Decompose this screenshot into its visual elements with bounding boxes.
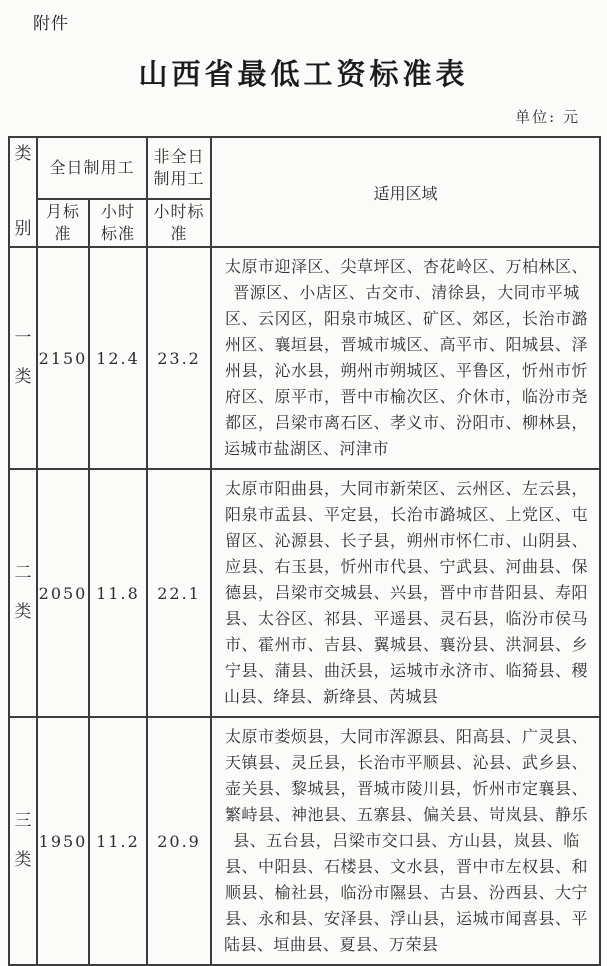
table-row-category-2 bbox=[9, 469, 600, 717]
part-time-hourly-value: 23.2 bbox=[147, 247, 211, 469]
regions-text: 太原市娄烦县，大同市浑源县、阳高县、广灵县、天镇县、灵丘县，长治市平顺县、沁县、武乡县、壶关县、黎城县，晋城市陵川县，忻州市定襄县、繁峙县、神池县、五寨县、偏关县、岢岚县、静乐县、五台县，吕梁市交口县、方山县，岚县、临县、中阳县、石楼县、文水县，晋中市左权县、和顺县、榆社县，临汾市隰县、古县、汾西县、大宁县、永和县、安泽县、浮山县，运城市闻喜县、平陆县、垣曲县、夏县、万荣县 bbox=[211, 717, 600, 965]
minimum-wage-table bbox=[8, 136, 601, 966]
part-time-hourly-value: 22.1 bbox=[147, 469, 211, 717]
regions-text: 太原市迎泽区、尖草坪区、杏花岭区、万柏林区、晋源区、小店区、古交市、清徐县，大同市平城区、云冈区，阳泉市城区、矿区、郊区，长治市潞州区、襄垣县，晋城市城区、高平市、阳城县、泽州县，沁水县，朔州市朔城区、平鲁区，忻州市忻府区、原平市，晋中市榆次区、介休市，临汾市尧都区，吕梁市离石区、孝义市、汾阳市、柳林县，运城市盐湖区、河津市 bbox=[211, 247, 600, 469]
monthly-standard-header: 月标准 bbox=[37, 199, 89, 247]
hourly-value: 11.2 bbox=[89, 717, 147, 965]
regions-text: 太原市阳曲县，大同市新荣区、云州区、左云县，阳泉市盂县、平定县，长治市潞城区、上党区、屯留区、沁源县、长子县，朔州市怀仁市、山阴县、应县、右玉县，忻州市代县、宁武县、河曲县、保德县，吕梁市交城县、兴县，晋中市昔阳县、寿阳县、太谷区、祁县、平遥县、灵石县，临汾市侯马市、霍州市、吉县、翼城县、襄汾县、洪洞县、乡宁县、蒲县、曲沃县，运城市永济市、临猗县、稷山县、绛县、新绛县、芮城县 bbox=[211, 469, 600, 717]
table-row-category-3 bbox=[9, 717, 600, 965]
unit-label: 单位: 元 bbox=[515, 108, 580, 126]
category-header-label: 类 别 bbox=[14, 144, 32, 239]
monthly-value: 2050 bbox=[37, 469, 89, 717]
monthly-value: 2150 bbox=[37, 247, 89, 469]
part-time-hourly-header: 小时标准 bbox=[147, 199, 211, 247]
region-header: 适用区域 bbox=[211, 137, 600, 247]
monthly-value: 1950 bbox=[37, 717, 89, 965]
part-time-header: 非全日制用工 bbox=[147, 137, 211, 199]
full-time-header: 全日制用工 bbox=[37, 137, 147, 199]
header-row-top bbox=[9, 137, 600, 199]
hourly-value: 11.8 bbox=[89, 469, 147, 717]
page-title: 山西省最低工资标准表 bbox=[138, 57, 469, 91]
attachment-label: 附件 bbox=[33, 14, 69, 34]
category-label: 二 类 bbox=[14, 563, 32, 622]
hourly-standard-header: 小时标准 bbox=[89, 199, 147, 247]
category-label: 一 类 bbox=[14, 328, 32, 387]
category-header-cell bbox=[9, 137, 37, 247]
category-cell bbox=[9, 247, 37, 469]
category-cell bbox=[9, 717, 37, 965]
category-cell bbox=[9, 469, 37, 717]
part-time-hourly-value: 20.9 bbox=[147, 717, 211, 965]
category-label: 三 类 bbox=[14, 811, 32, 870]
table-row-category-1 bbox=[9, 247, 600, 469]
hourly-value: 12.4 bbox=[89, 247, 147, 469]
